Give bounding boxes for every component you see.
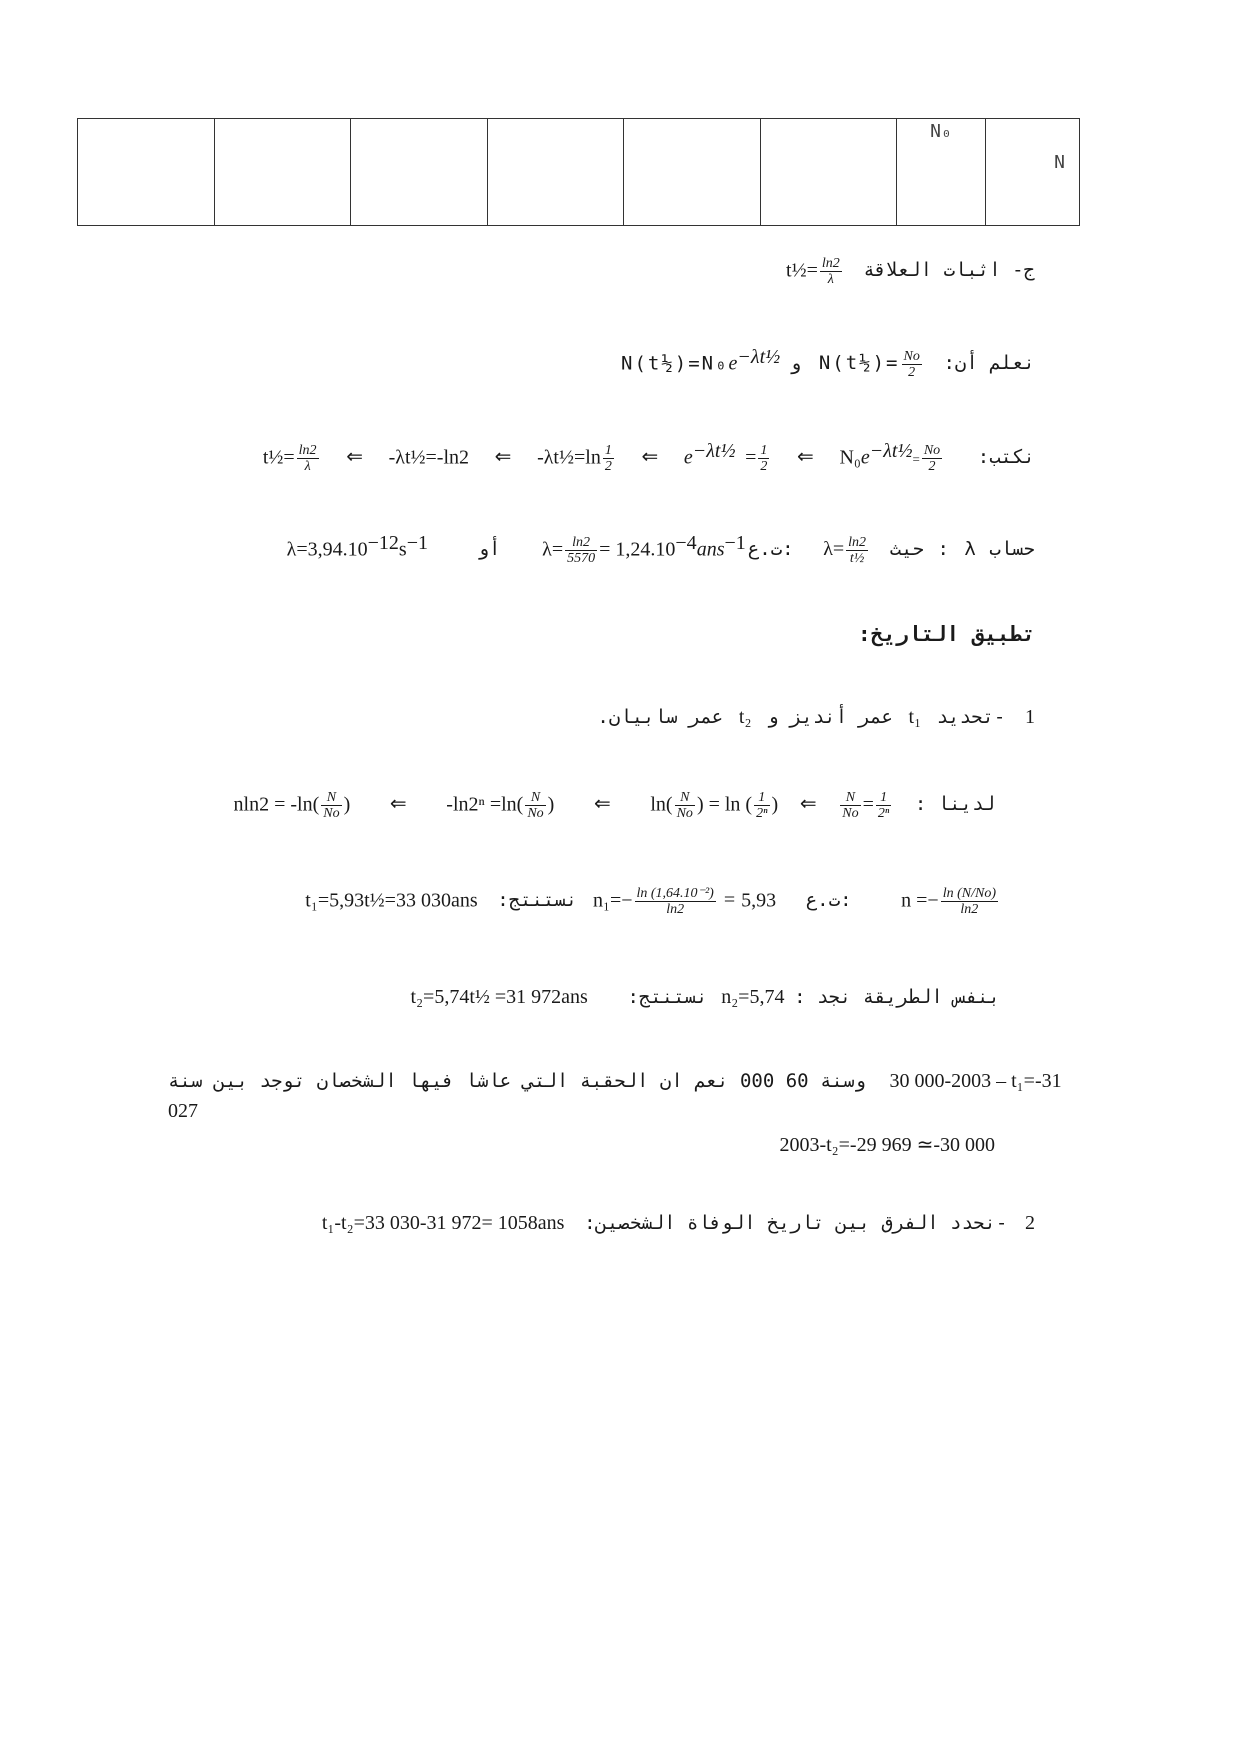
table-cell — [214, 119, 351, 226]
table-cell — [624, 119, 761, 226]
n-line: t₁=5,93t½=33 030ans نستنتج: n₁=− $\frac{\text{ln (1,64.10⁻²)}}{\ln 2}$ = 5,93 ت.ع: n =− $\frac{\ln (N/No)}{\ln 2}$ — [305, 886, 996, 918]
table-cell — [760, 119, 897, 226]
question-1: عمر سابيان. t₂ عمر أنديز و t₁ -تحديد 1 — [597, 706, 1035, 728]
table-cell — [487, 119, 624, 226]
table-cell — [351, 119, 488, 226]
question-2: t₁-t₂=33 030-31 972= 1058ans -نحدد الفرق بين تاريخ الوفاة الشخصين: 2 — [321, 1212, 1035, 1234]
era-wrap: 027 — [168, 1100, 198, 1122]
same-method-line: t₂=5,74t½ =31 972ans نستنتج: n₂=5,74 بنفس الطريقة نجد : — [410, 986, 1000, 1008]
write-line: t½= $\frac{\ln 2}{\lambda}$ ⇐ -λt½=-ln2 ⇐ -λt½=ln $\frac{1}{2}$ ⇐ $e^{-\lambda t\frac{1}{2}}$ = $\frac{1}{2}$ ⇐ $N_0e^{-\lambda t\frac{1}{2}}=$ $\frac{No}{2}$ نكتب: — [262, 440, 1035, 475]
n-label: N — [1054, 151, 1065, 173]
lambda-line: $\lambda=3,94.10^{-12}s^{-1}$ أو λ= $\frac{\ln 2}{5570}$ = $1,24.10^{-4}ans^{-1}$ ت.ع: λ= $\frac{\ln 2}{\text{t½}}$ حساب λ : حيث — [286, 532, 1035, 567]
section-title: تطبيق التاريخ: — [857, 622, 1035, 646]
table-cell-n0 — [897, 119, 986, 226]
part-c-title: t½= $\frac{\ln 2}{\lambda}$ ج- اثبات العلاقة — [786, 256, 1035, 288]
era-second: 2003-t₂=-29 969 ≃-30 000 — [779, 1134, 995, 1156]
values-table — [77, 118, 1080, 226]
era-line: وسنة 60 000 نعم ان الحقبة التي عاشا فيها الشخصان توجد بين سنة 30 000-2003 – t₁=-31 — [168, 1070, 1062, 1092]
know-line: $N(t\frac{1}{2})=N_0e^{-\lambda t\frac{1}{2}}$ و N(t½)= $\frac{No}{2}$ نعلم أن: — [621, 346, 1035, 381]
have-line: nln2 = -ln( $\frac{N}{No}$ ) ⇐ -ln2ⁿ =ln( $\frac{N}{No}$ ) ⇐ ln( $\frac{N}{No}$ ) = ln ( $\frac{1}{\text{2ⁿ}}$ ) ⇐ $\frac{N}{No}$ = $\frac{1}{\text{2ⁿ}}$ لدينا : — [233, 790, 995, 822]
n0-label: N₀ — [930, 121, 952, 142]
table-cell-n — [986, 119, 1080, 226]
table-cell — [78, 119, 215, 226]
